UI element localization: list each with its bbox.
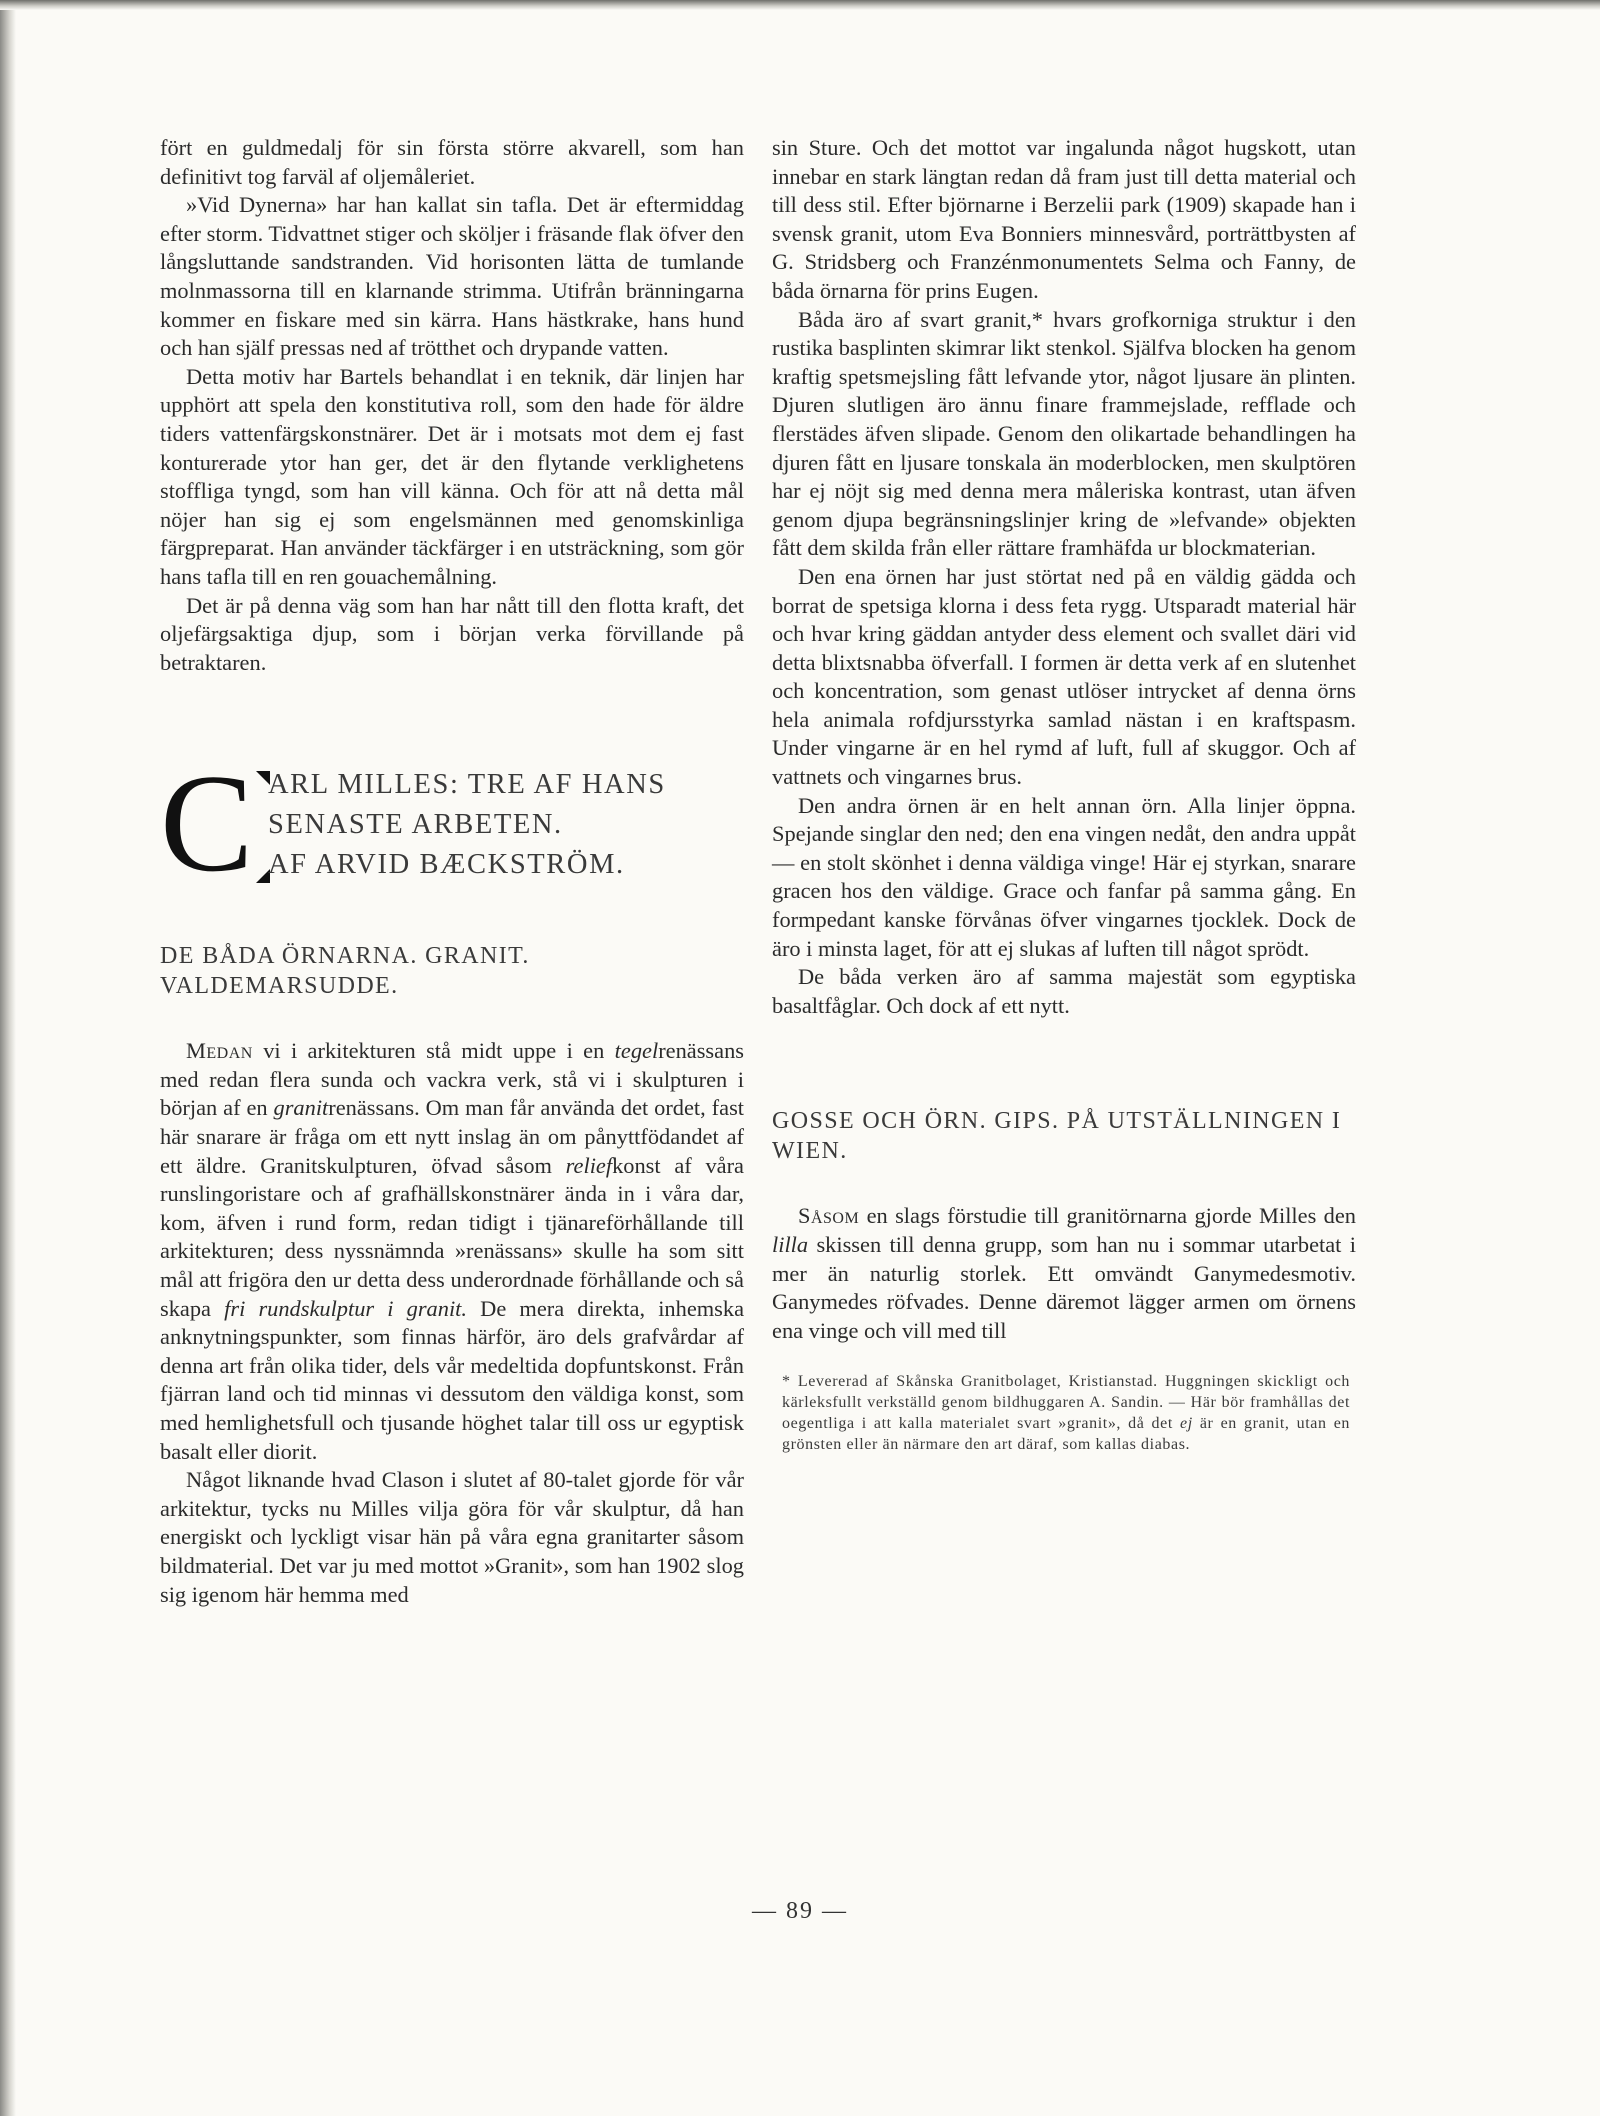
paragraph: Båda äro af svart granit,* hvars grofkorniga struktur i den rustika basplinten skimrar likt stenkol. Själfva blocken ha genom kraftig spetsmejsling fått lefvande ytor, något ljusare än plinten. Djuren slutligen äro ännu finare frammejslade, refflade och flerstädes äfven slipade. Genom den olikartade behandlingen ha djuren fått en ljusare tonskala än moderblocken, men skulptören har ej nöjt sig med denna mera måleriska kontrast, utan äfven genom djupa begränsningslinjer kring de »lefvande» objekten fått dem skilda från eller rättare framhäfda ur blockmaterian. — [772, 306, 1356, 561]
text-run: De mera direkta, inhemska anknytningspunkter, som finnas härför, äro dels grafvårdar af denna art från olika tider, dels vår medeltida dopfuntskonst. Från fjärran land och tid minnas vi dessutom den väldiga konst, som med hemlighetsfull och tjusande höghet talar till oss ur egyptisk basalt eller diorit. — [160, 1295, 745, 1464]
italic-run: fri rundskulptur i granit. — [224, 1295, 467, 1321]
text-run: vi i arkitekturen stå midt uppe i en — [252, 1038, 615, 1064]
footnote — [772, 1371, 1356, 1455]
italic-run: granit — [273, 1095, 329, 1121]
italic-run: tegel — [614, 1038, 659, 1064]
paragraph: Det är på denna väg som han har nått till den flotta kraft, det oljefärgsaktiga djup, som i början verka förvillande på betraktaren. — [160, 592, 744, 675]
paragraph: sin Sture. Och det mottot var ingalunda något hugskott, utan innebar en stark längtan redan då fram just till detta material och till dess stil. Efter björnarne i Berzelii park (1909) skapade han i svensk granit, utom Eva Bonniers minnesvård, porträttbysten af G. Stridsberg och Franzénmonumentets Selma och Fanny, de båda örnarna för prins Eugen. — [772, 135, 1356, 303]
drop-cap: C — [160, 746, 254, 902]
article-title-line: SENASTE ARBETEN. — [268, 809, 563, 841]
lead-word: Medan — [186, 1038, 253, 1064]
article-author: AF ARVID BÆCKSTRÖM. — [268, 849, 625, 881]
text-run: en slags förstudie till granitörnarna gjorde Milles den — [859, 1203, 1356, 1229]
page-number: — 89 — — [752, 1898, 848, 1924]
scan-shadow-top — [0, 0, 1600, 10]
paragraph: fört en guldmedalj för sin första större akvarell, som han definitivt tog farväl af oljemåleriet. — [160, 135, 744, 189]
article-title-line: ARL MILLES: TRE AF HANS — [268, 769, 666, 801]
text-run: renässans. Om man får använda det ordet, fast här snarare är fråga om ett nytt inslag än om pånyttfödandet af ett äldre. Granitskulpturen, öfvad såsom — [160, 1095, 745, 1178]
paragraph: Den andra örnen är en helt annan örn. Alla linjer öppna. Spejande singlar den ned; den ena vingen nedåt, den andra uppåt — en stolt skönhet i denna väldiga vinge! Här ej styrkan, snarare gracen hos den väldige. Grace och fanfar på samma gång. En formpedant kanske förvånas öfver vingarnes tjocklek. Dock de äro i minsta laget, för att ej slukas af luften till något sprödt. — [772, 792, 1356, 961]
section-subheading: DE BÅDA ÖRNARNA. GRANIT. VALDEMARSUDDE. — [160, 943, 530, 1000]
footnote-text: * Levererad af Skånska Granitbolaget, Kristianstad. Huggningen skickligt och kärleksfullt verkställd genom bildhuggaren A. Sandin. — Här bör framhållas det oegentliga i att kalla materialet svart »granit», då det — [782, 1373, 1350, 1433]
article-heading — [160, 746, 744, 902]
left-column — [160, 134, 744, 1609]
footnote-text: är en granit, utan en grönsten eller än närmare den art däraf, som kallas diabas. — [782, 1415, 1351, 1454]
paragraph — [772, 1202, 1356, 1345]
text-run: skissen till denna grupp, som han nu i sommar utarbetat i mer än naturlig storlek. Ett omvändt Ganymedesmotiv. Ganymedes röfvades. Denne däremot lägger armen om örnens ena vinge och vill med till — [772, 1232, 1356, 1343]
italic-run: relief — [565, 1152, 613, 1178]
section-subheading: GOSSE OCH ÖRN. GIPS. PÅ UTSTÄLLNINGEN I WIEN. — [772, 1108, 1342, 1165]
italic-run: ej — [1180, 1415, 1193, 1433]
italic-run: lilla — [772, 1232, 809, 1257]
text-run: konst af våra runslingoristare och af grafhällskonstnärer ända in i våra dar, kom, äfven i rund form, redan tidigt i tjänareförhållande till arkitekturen; dess nyssnämnda »renässans» skulle ha som sitt mål att frigöra den ur detta dess underordnade förhållande och så skapa — [160, 1152, 744, 1321]
text-run: renässans med redan flera sunda och vackra verk, stå vi i skulpturen i början af en — [160, 1038, 744, 1121]
paragraph: Detta motiv har Bartels behandlat i en teknik, där linjen har upphört att spela den konstitutiva roll, som den hade för äldre tiders vattenfärgskonstnärer. Det är i motsats mot dem ej fast konturerade ytor han ger, det är den flytande verklighetens stoffliga tyngd, som han vill känna. Och för att nå detta mål nöjer han sig ej som engelsmännen med genomskinliga färgpreparat. Han använder täckfärger i en utsträckning, som gör hans tafla till en ren gouachemålning. — [160, 363, 744, 589]
paragraph: Något liknande hvad Clason i slutet af 80-talet gjorde för vår arkitektur, tycks nu Milles vilja göra för vår skulptur, då han energiskt och lyckligt visar hän på våra egna granitarter såsom bildmaterial. Det var ju med mottot »Granit», som han 1902 slog sig igenom här hemma med — [160, 1467, 744, 1607]
right-column — [772, 134, 1356, 1455]
paragraph: »Vid Dynerna» har han kallat sin tafla. Det är eftermiddag efter storm. Tidvattnet stiger och sköljer i fräsande flak öfver den långsluttande sandstranden. Vid horisonten lätta de tumlande molnmassorna till en klarnande strimma. Utifrån bränningarna kommer en fiskare med sin kärra. Hans hästkrake, hans hund och han själf pressas ned af trötthet och drypande vatten. — [160, 192, 744, 361]
article-title — [268, 765, 744, 885]
lead-word: Såsom — [798, 1203, 860, 1229]
scan-shadow-left — [0, 0, 16, 2116]
paragraph: De båda verken äro af samma majestät som egyptiska basaltfåglar. Och dock af ett nytt. — [772, 964, 1356, 1018]
paragraph — [160, 1037, 744, 1466]
paragraph: Den ena örnen har just störtat ned på en väldig gädda och borrat de spetsiga klorna i dess feta rygg. Utsparadt material här och hvar kring gäddan antyder dess element och svallet däri vid detta blixtsnabba öfverfall. I formen är detta verk af en slutenhet och koncentration, som genast utlöser intrycket af denna örns hela animala rofdjursstyrka samlad nästan i en kraftspasm. Under vingarne är en hel rymd af luft, full af skuggor. Och af vattnets och vingarnes brus. — [772, 563, 1356, 790]
